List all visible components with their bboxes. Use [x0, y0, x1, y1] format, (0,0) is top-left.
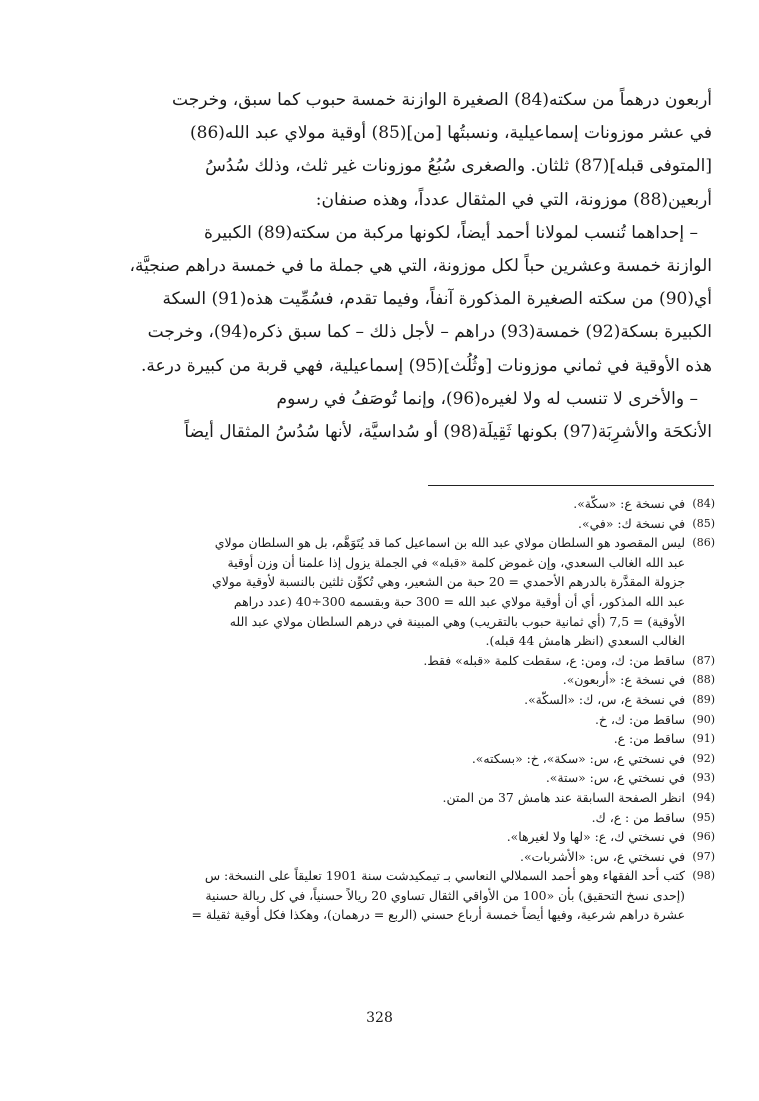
footnote	[95, 690, 715, 710]
footnote-text: ساقط من: ع.	[613, 731, 685, 747]
footnote-number: (98)	[692, 869, 715, 883]
body-line: هذه الأوقية في ثماني موزونات [وثُلُث](95) إسماعيلية، فهي قربة من كبيرة درعة.	[140, 355, 712, 376]
footnote-text: في نسخة ع، س، ك: «السكّة».	[524, 691, 685, 707]
footnote-number: (86)	[692, 536, 715, 550]
footnote-text: الغالب السعدي (انظر هامش 44 قبله).	[485, 633, 685, 649]
body-line: الأنكحَة والأشرِبَة(97) بكونها ثَقِيلَة(98) أو سُداسيَّة، لأنها سُدُسُ المثقال أيضاً	[184, 421, 712, 442]
footnote-text: في نسختي ع، س: «الأشربات».	[520, 848, 685, 864]
body-line: الوازنة خمسة وعشرين حباً لكل موزونة، التي هي جملة ما في خمسة دراهم صنجيَّة،	[129, 255, 712, 276]
footnote-number: (94)	[692, 790, 715, 804]
footnote-text: في نسختي ع، س: «سكة»، خ: «بسكته».	[471, 750, 685, 766]
footnote-separator	[428, 485, 714, 486]
footnote-text: ساقط من : ع، ك.	[591, 809, 685, 825]
body-line: – إحداهما تُنسب لمولانا أحمد أيضاً، لكونها مركبة من سكته(89) الكبيرة	[204, 222, 698, 243]
footnote-number: (85)	[692, 516, 715, 530]
footnote-text: (إحدى نسخ التحقيق) بأن «100 من الأواقي الثقال تساوي 20 ريالاً حسنياً، في كل ريالة حسنية	[205, 887, 685, 903]
footnote-number: (92)	[692, 751, 715, 765]
footnote-text: عبد الله الغالب السعدي، وإن غموض كلمة «قبله» في الجملة يزول إذا علمنا أن وزن أوقية	[227, 554, 685, 570]
footnote-number: (87)	[692, 653, 715, 667]
footnote	[95, 729, 715, 749]
body-line: الكبيرة بسكة(92) خمسة(93) دراهم – لأجل ذلك – كما سبق ذكره(94)، وخرجت	[147, 322, 712, 343]
footnote	[95, 749, 715, 769]
footnote-text: جزولة المقدَّرة بالدرهم الأحمدي = 20 حبة من الشعير، وهي تُكوِّن ثلثين بالنسبة لأوقية مولاي	[212, 574, 685, 590]
footnote	[95, 866, 715, 925]
body-line: أربعين(88) موزونة، التي في المثقال عدداً، وهذه صنفان:	[315, 189, 712, 210]
footnote-number: (91)	[692, 732, 715, 746]
footnote	[95, 651, 715, 671]
footnote	[95, 514, 715, 534]
footnote-text: في نسختي ك، ع: «لها ولا لغيرها».	[506, 829, 685, 845]
footnote-text: في نسختي ع، س: «ستة».	[545, 770, 685, 786]
footnote-text: الأوقية) = 7,5 (أي ثمانية حبوب بالتقريب) وهي المبينة في درهم السلطان مولاي عبد الله	[229, 613, 685, 629]
footnote	[95, 808, 715, 828]
footnote-text: عبد الله المذكور، أي أن أوقية مولاي عبد الله = 300 حبة وبقسمه 300÷40 (عدد دراهم	[233, 593, 685, 609]
body-line: أي(90) من سكته الصغيرة المذكورة آنفاً، وفيما تقدم، فسُمِّيت هذه(91) السكة	[162, 289, 712, 310]
footnote	[95, 847, 715, 867]
footnote-text: في نسخة ع: «سكّة».	[573, 496, 685, 511]
footnote	[95, 710, 715, 730]
body-line: أربعون درهماً من سكته(84) الصغيرة الوازنة خمسة حبوب كما سبق، وخرجت	[172, 90, 712, 110]
footnote-text: ليس المقصود هو السلطان مولاي عبد الله بن اسماعيل كما قد يُتَوَهَّم، بل هو السلطان مولاي	[214, 535, 685, 551]
footnote-text: ساقط من: ك، ومن: ع، سقطت كلمة «قبله» فقط.	[423, 652, 685, 668]
body-line: – والأخرى لا تنسب له ولا لغيره(96)، وإنما تُوصَفُ في رسوم	[276, 388, 698, 409]
footnote	[95, 827, 715, 847]
footnote-text: في نسخة ك: «في».	[578, 515, 685, 531]
footnote-number: (90)	[692, 712, 715, 726]
footnote	[95, 768, 715, 788]
footnote	[95, 788, 715, 808]
footnote-text: ساقط من: ك، خ.	[594, 711, 685, 727]
footnote-text: كتب أحد الفقهاء وهو أحمد السملالي النعاسي بـ تيمكيدشت سنة 1901 تعليقاً على النسخة: س	[204, 868, 685, 884]
footnote-text: انظر الصفحة السابقة عند هامش 37 من المتن.	[442, 789, 685, 805]
footnote-number: (89)	[692, 692, 715, 706]
footnote-number: (88)	[692, 673, 715, 687]
main-text-block	[100, 84, 712, 449]
footnote-number: (96)	[692, 830, 715, 844]
footnote	[95, 533, 715, 651]
footnote	[95, 494, 715, 514]
footnote	[95, 670, 715, 690]
footnote-text: عشرة دراهم شرعية، وفيها أيضاً خمسة أرباع حسني (الربع = درهمان)، وهكذا فكل أوقية ثقيلة =	[191, 907, 685, 923]
body-line: في عشر موزونات إسماعيلية، ونسبتُها [من](85) أوقية مولاي عبد الله(86)	[189, 123, 712, 144]
footnote-number: (95)	[692, 810, 715, 824]
footnotes-block	[95, 494, 715, 925]
footnote-number: (97)	[692, 849, 715, 863]
footnote-number: (84)	[692, 497, 715, 510]
page-number: 328	[366, 1010, 393, 1026]
body-line: [المتوفى قبله](87) ثلثان. والصغرى سُبُعُ موزونات غير ثلث، وذلك سُدُسُ	[205, 156, 712, 177]
footnote-text: في نسخة ع: «أربعون».	[562, 672, 685, 688]
footnote-number: (93)	[692, 771, 715, 785]
